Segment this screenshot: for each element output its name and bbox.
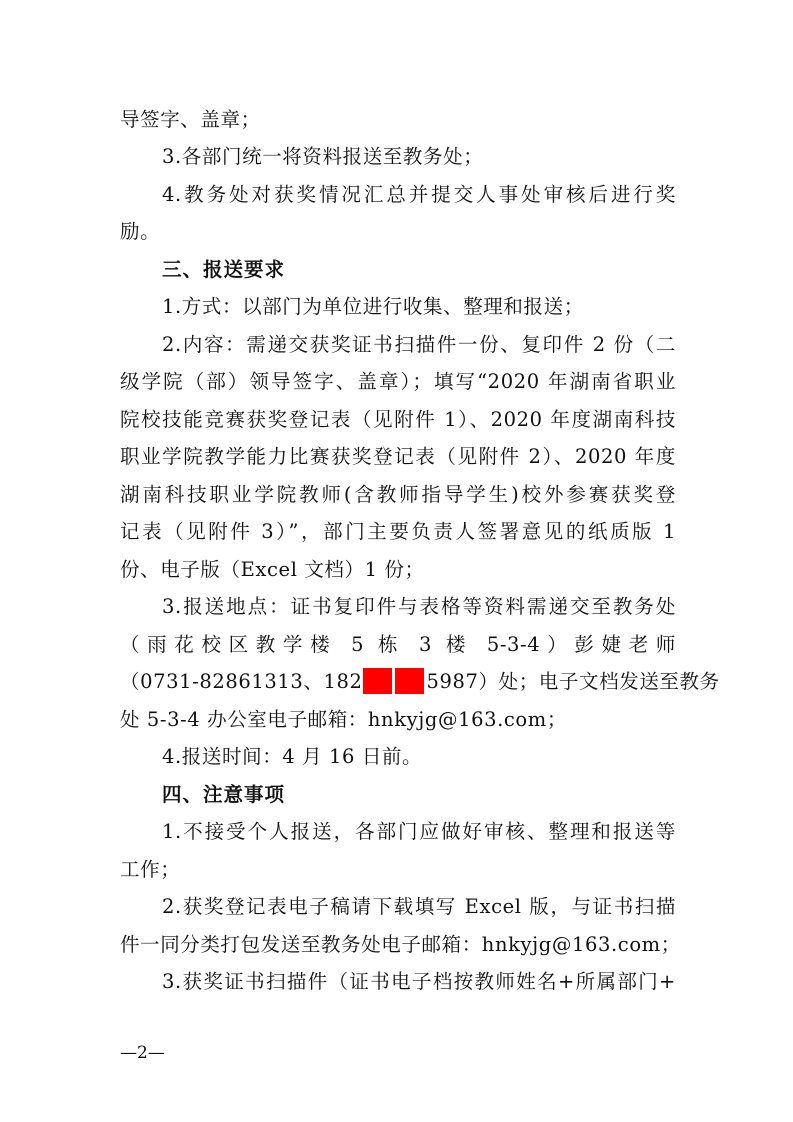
paragraph-line: 2.内容：需递交获奖证书扫描件一份、复印件 2 份（二 bbox=[162, 333, 676, 356]
paragraph-line: 1.不接受个人报送，各部门应做好审核、整理和报送等 bbox=[162, 820, 676, 843]
paragraph-line: 导签字、盖章； bbox=[120, 108, 261, 131]
paragraph-line: 记表（见附件 3）”，部门主要负责人签署意见的纸质版 1 bbox=[120, 520, 676, 543]
paragraph-line: 职业学院教学能力比赛获奖登记表（见附件 2）、2020 年度 bbox=[120, 445, 676, 468]
section-heading-4: 四、注意事项 bbox=[162, 783, 286, 806]
page-number: —2— bbox=[120, 1043, 165, 1063]
paragraph-line: 3.获奖证书扫描件（证书电子档按教师姓名+所属部门+ bbox=[162, 970, 676, 993]
paragraph-line: 3.各部门统一将资料报送至教务处； bbox=[162, 145, 484, 168]
paragraph-line: 4.教务处对获奖情况汇总并提交人事处审核后进行奖 bbox=[162, 183, 676, 206]
paragraph-line: （雨花校区教学楼 5 栋 3 楼 5-3-4）彭婕老师 bbox=[120, 633, 676, 656]
paragraph-line: 份、电子版（Excel 文档）1 份； bbox=[120, 558, 425, 581]
redaction-block bbox=[363, 668, 392, 694]
redaction-block bbox=[395, 668, 424, 694]
phone-prefix: （0731-82861313、182 bbox=[120, 670, 363, 693]
phone-suffix: 5987）处；电子文档发送至教务 bbox=[426, 670, 720, 693]
paragraph-line: 院校技能竞赛获奖登记表（见附件 1）、2020 年度湖南科技 bbox=[120, 408, 676, 431]
paragraph-line: 励。 bbox=[120, 220, 161, 243]
email-line: 处 5-3-4 办公室电子邮箱：hnkyjg@163.com； bbox=[120, 708, 567, 731]
paragraph-line: 4.报送时间：4 月 16 日前。 bbox=[162, 745, 423, 768]
paragraph-line: 工作； bbox=[120, 858, 181, 881]
phone-line bbox=[120, 668, 720, 696]
paragraph-line: 3.报送地点：证书复印件与表格等资料需递交至教务处 bbox=[162, 595, 676, 618]
email-line: 件一同分类打包发送至教务处电子邮箱：hnkyjg@163.com； bbox=[120, 933, 681, 956]
paragraph-line: 2.获奖登记表电子稿请下载填写 Excel 版，与证书扫描 bbox=[162, 895, 676, 918]
paragraph-line: 1.方式：以部门为单位进行收集、整理和报送； bbox=[162, 295, 584, 318]
paragraph-line: 级学院（部）领导签字、盖章）；填写“2020 年湖南省职业 bbox=[120, 370, 676, 393]
paragraph-line: 湖南科技职业学院教师(含教师指导学生)校外参赛获奖登 bbox=[120, 483, 676, 506]
section-heading-3: 三、报送要求 bbox=[162, 258, 286, 281]
